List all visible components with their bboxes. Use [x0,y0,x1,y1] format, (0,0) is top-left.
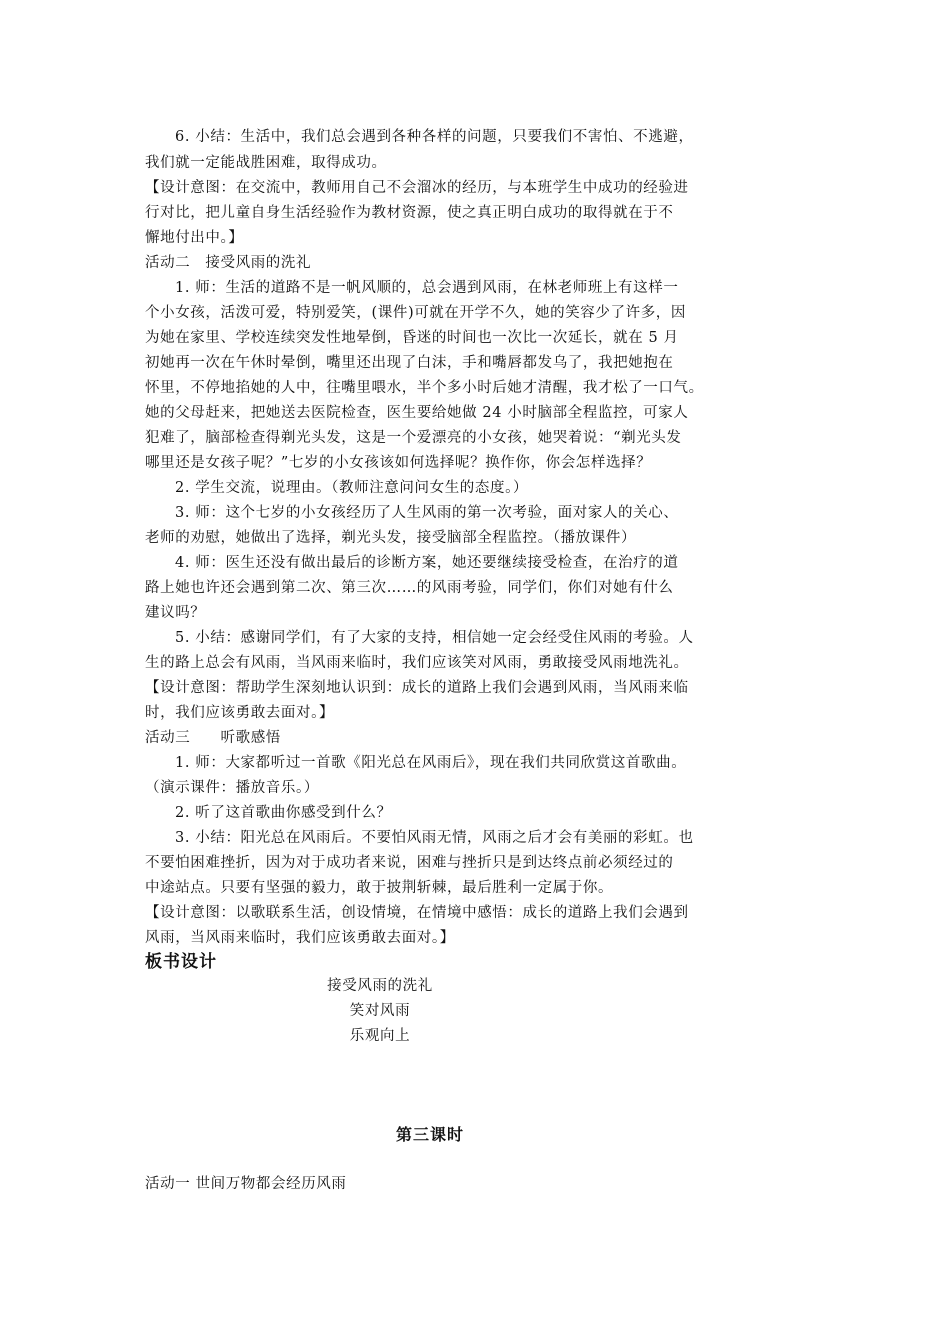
paragraph-line: 5. 小结：感谢同学们，有了大家的支持，相信她一定会经受住风雨的考验。人 [175,630,694,646]
paragraph-line: 6. 小结：生活中，我们总会遇到各种各样的问题，只要我们不害怕、不逃避， [175,129,694,145]
paragraph-line: 1. 师：生活的道路不是一帆风顺的，总会遇到风雨，在林老师班上有这样一 [175,280,679,296]
paragraph-line: 2. 听了这首歌曲你感受到什么？ [175,805,392,821]
paragraph-line: 2. 学生交流，说理由。（教师注意问问女生的态度。） [175,480,529,496]
paragraph-line: 为她在家里、学校连续突发性地晕倒，昏迷的时间也一次比一次延长，就在 5 月 [145,330,679,346]
design-intent-line: 【设计意图：以歌联系生活，创设情境，在情境中感悟：成长的道路上我们会遇到 [145,905,689,921]
design-intent-line: 时，我们应该勇敢去面对。】 [145,705,335,721]
activity-heading: 活动三 听歌感悟 [145,730,281,746]
paragraph-line: 4. 师：医生还没有做出最后的诊断方案，她还要继续接受检查，在治疗的道 [175,555,679,571]
design-intent-line: 风雨，当风雨来临时，我们应该勇敢去面对。】 [145,930,455,946]
paragraph-line: 怀里，不停地掐她的人中，往嘴里喂水，半个多小时后她才清醒，我才松了一口气。 [145,380,704,396]
design-intent-line: 【设计意图：帮助学生深刻地认识到：成长的道路上我们会遇到风雨，当风雨来临 [145,680,689,696]
paragraph-line: 初她再一次在午休时晕倒，嘴里还出现了白沫，手和嘴唇都发乌了，我把她抱在 [145,355,674,371]
paragraph-line: 3. 师：这个七岁的小女孩经历了人生风雨的第一次考验，面对家人的关心、 [175,505,679,521]
paragraph-line: 犯难了，脑部检查得剃光头发，这是一个爱漂亮的小女孩，她哭着说：“剃光头发 [145,430,682,446]
paragraph-line: 建议吗？ [145,605,206,621]
paragraph-line: 哪里还是女孩子呢？”七岁的小女孩该如何选择呢？换作你，你会怎样选择？ [145,455,652,471]
board-line: 乐观向上 [349,1028,411,1044]
paragraph-line: 老师的劝慰，她做出了选择，剃光头发，接受脑部全程监控。（播放课件） [145,530,637,546]
activity-heading: 活动二 接受风雨的洗礼 [145,255,312,271]
design-intent-line: 行对比，把儿童自身生活经验作为教材资源，使之真正明白成功的取得就在于不 [145,205,674,221]
paragraph-line: 她的父母赶来，把她送去医院检查，医生要给她做 24 小时脑部全程监控，可家人 [145,405,689,421]
board-line: 接受风雨的洗礼 [327,978,433,994]
paragraph-line: 不要怕困难挫折，因为对于成功者来说，困难与挫折只是到达终点前必须经过的 [145,855,674,871]
design-intent-line: 懈地付出中。】 [145,230,244,246]
paragraph-line: （演示课件：播放音乐。） [145,780,319,796]
paragraph-line: 路上她也许还会遇到第二次、第三次……的风雨考验，同学们，你们对她有什么 [145,580,674,596]
board-line: 笑对风雨 [349,1003,411,1019]
paragraph-line: 1. 师：大家都听过一首歌《阳光总在风雨后》，现在我们共同欣赏这首歌曲。 [175,755,687,771]
paragraph-line: 3. 小结：阳光总在风雨后。不要怕风雨无情，风雨之后才会有美丽的彩虹。也 [175,830,694,846]
activity-heading: 活动一 世间万物都会经历风雨 [145,1176,347,1192]
design-intent-line: 【设计意图：在交流中，教师用自己不会溜冰的经历，与本班学生中成功的经验进 [145,180,689,196]
paragraph-line: 我们就一定能战胜困难，取得成功。 [145,155,387,171]
paragraph-line: 个小女孩，活泼可爱，特别爱笑，(课件)可就在开学不久，她的笑容少了许多，因 [145,305,687,321]
board-design-heading: 板书设计 [145,952,217,972]
paragraph-line: 生的路上总会有风雨，当风雨来临时，我们应该笑对风雨，勇敢接受风雨地洗礼。 [145,655,689,671]
paragraph-line: 中途站点。只要有坚强的毅力，敢于披荆斩棘，最后胜利一定属于你。 [145,880,614,896]
lesson-title: 第三课时 [395,1125,464,1144]
